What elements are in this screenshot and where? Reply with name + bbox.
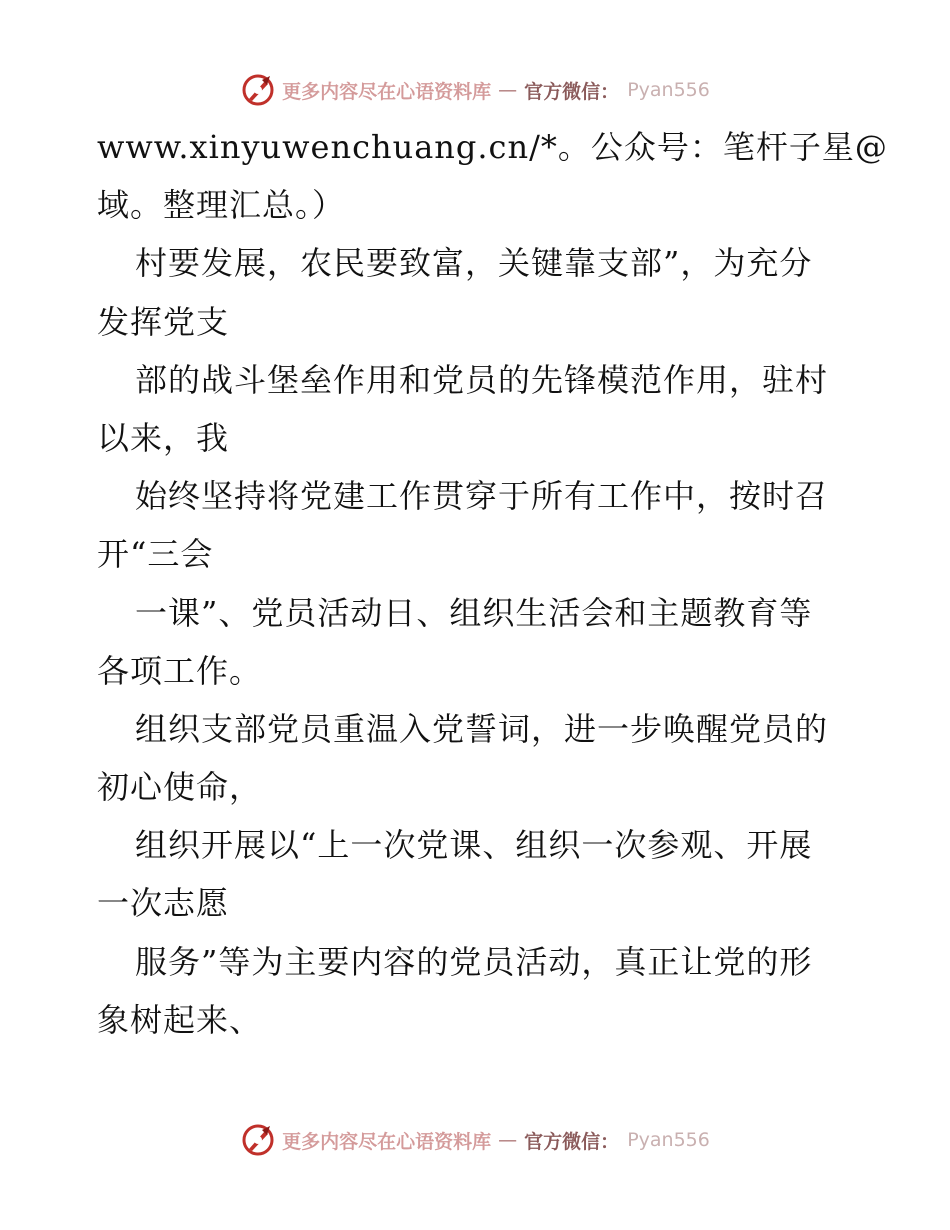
banner-wechat-label: 官方微信：	[524, 1130, 620, 1153]
text-line: 服务”等为主要内容的党员活动，真正让党的形	[135, 942, 813, 981]
text-line: www.xinyuwenchuang.cn/*。公众号：笔杆子星@	[97, 128, 888, 166]
text-line: 各项工作。	[97, 651, 263, 690]
text-line: 开“三会	[97, 535, 214, 574]
banner-dash: —	[498, 79, 518, 101]
text-line: 村要发展，农民要致富，关键靠支部”，为充分	[135, 244, 813, 283]
text-line: 始终坚持将党建工作贯穿于所有工作中，按时召	[135, 477, 829, 516]
banner-main-text: 更多内容尽在心语资料库	[282, 80, 492, 103]
text-line: 以来，我	[97, 418, 230, 457]
banner-wechat-label: 官方微信：	[524, 80, 620, 103]
banner-wechat-id: Pyan556	[627, 79, 710, 101]
text-line: 象树起来、	[97, 1000, 263, 1039]
text-line: 域。整理汇总。）	[97, 186, 346, 225]
quill-pen-logo-icon	[240, 1122, 276, 1158]
text-line: 一课”、党员活动日、组织生活会和主题教育等	[135, 593, 813, 632]
banner-dash: —	[498, 1129, 518, 1151]
text-line: 组织支部党员重温入党誓词，进一步唤醒党员的	[135, 709, 829, 748]
text-line: 组织开展以“上一次党课、组织一次参观、开展	[135, 826, 813, 865]
text-line: 一次志愿	[97, 884, 230, 923]
text-line: 发挥党支	[97, 302, 230, 341]
banner-main-text: 更多内容尽在心语资料库	[282, 1130, 492, 1153]
text-line: 部的战斗堡垒作用和党员的先锋模范作用，驻村	[135, 360, 829, 399]
footer-banner	[0, 1120, 950, 1160]
banner-wechat-id: Pyan556	[627, 1129, 710, 1151]
document-body	[97, 118, 888, 1049]
header-banner	[0, 70, 950, 110]
text-line: 初心使命，	[97, 768, 263, 807]
quill-pen-logo-icon	[240, 72, 276, 108]
